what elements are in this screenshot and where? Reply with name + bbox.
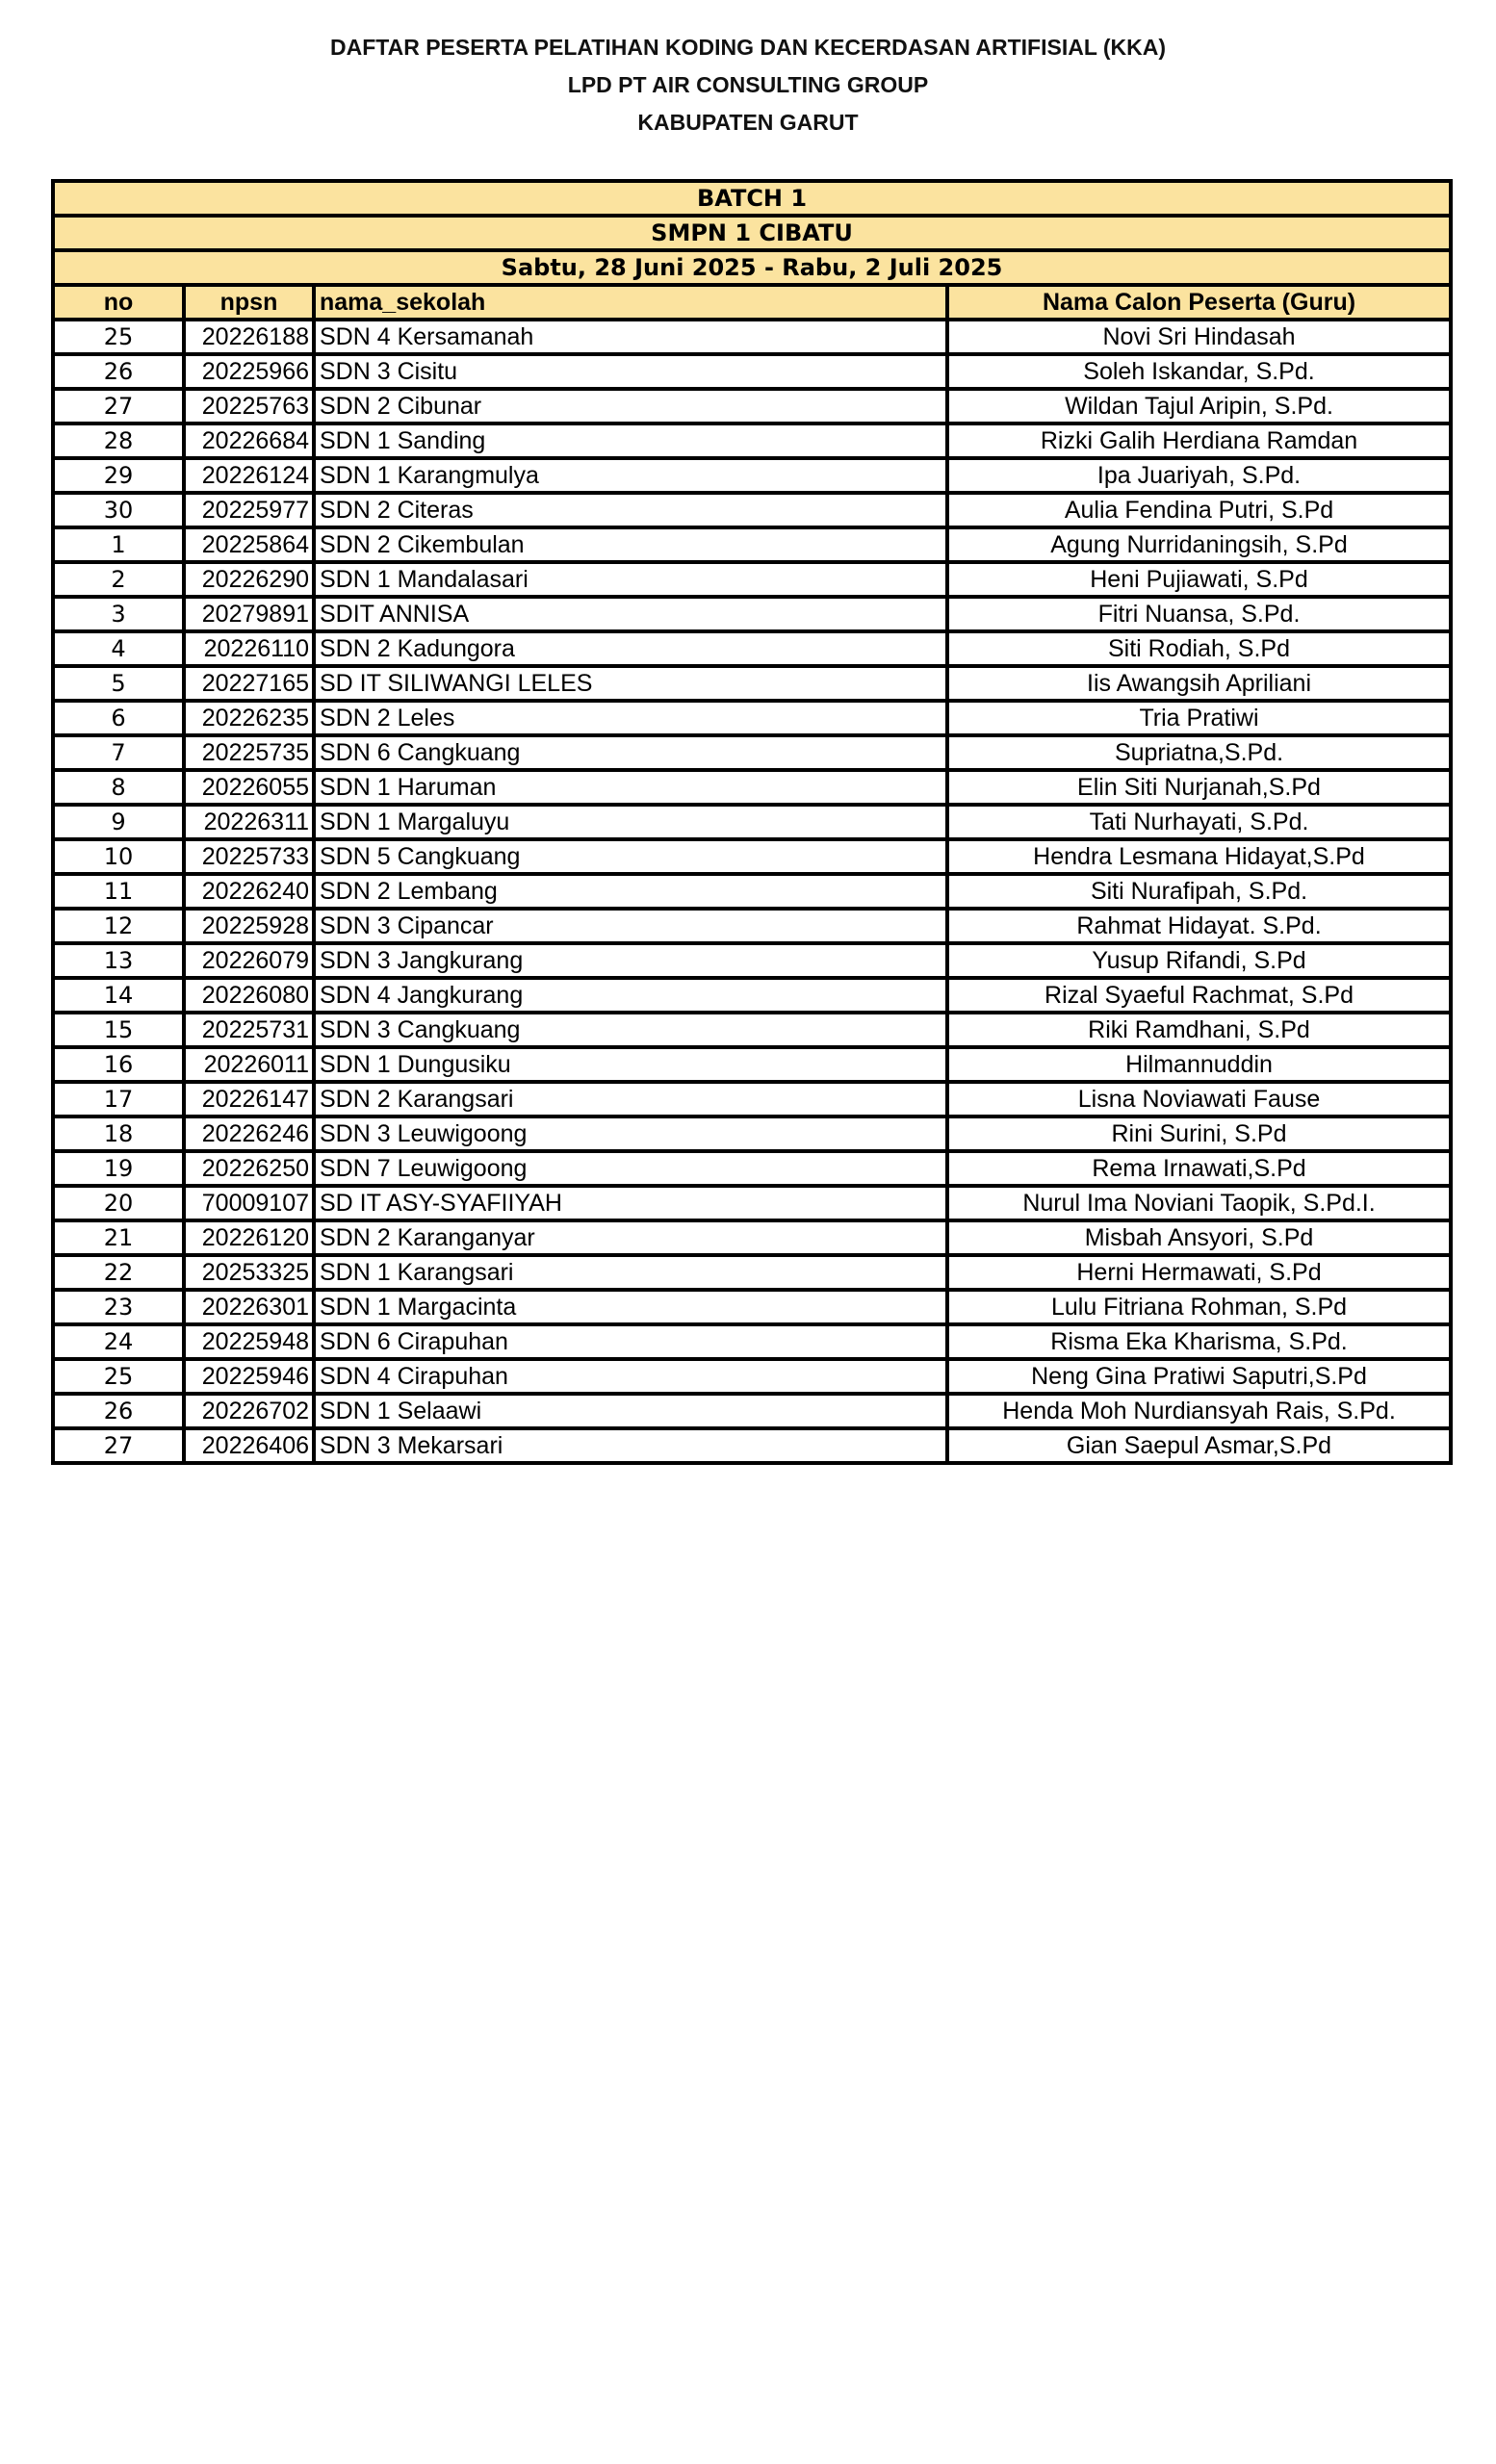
cell-school-name: SDN 2 Kadungora (314, 631, 947, 666)
cell-npsn: 20225948 (184, 1324, 314, 1359)
cell-no: 10 (53, 839, 184, 874)
document-header (0, 29, 1496, 141)
cell-no: 23 (53, 1290, 184, 1324)
cell-school-name: SDN 2 Citeras (314, 493, 947, 527)
cell-npsn: 20226055 (184, 770, 314, 805)
cell-no: 5 (53, 666, 184, 701)
cell-no: 24 (53, 1324, 184, 1359)
cell-school-name: SDN 1 Karangmulya (314, 458, 947, 493)
cell-npsn: 20226290 (184, 562, 314, 597)
cell-teacher-name: Misbah Ansyori, S.Pd (947, 1220, 1451, 1255)
cell-school-name: SD IT SILIWANGI LELES (314, 666, 947, 701)
cell-school-name: SDN 4 Kersamanah (314, 320, 947, 354)
cell-npsn: 20226235 (184, 701, 314, 735)
cell-school-name: SDN 2 Cibunar (314, 389, 947, 424)
cell-npsn: 20226246 (184, 1116, 314, 1151)
cell-school-name: SDN 1 Mandalasari (314, 562, 947, 597)
cell-no: 27 (53, 1428, 184, 1463)
table-row (53, 493, 1451, 527)
table-row (53, 597, 1451, 631)
table-row (53, 839, 1451, 874)
cell-no: 25 (53, 320, 184, 354)
cell-school-name: SDN 3 Leuwigoong (314, 1116, 947, 1151)
cell-npsn: 20225946 (184, 1359, 314, 1394)
cell-npsn: 20226406 (184, 1428, 314, 1463)
cell-npsn: 20226702 (184, 1394, 314, 1428)
cell-teacher-name: Agung Nurridaningsih, S.Pd (947, 527, 1451, 562)
cell-school-name: SDN 1 Karangsari (314, 1255, 947, 1290)
cell-teacher-name: Nurul Ima Noviani Taopik, S.Pd.I. (947, 1186, 1451, 1220)
cell-teacher-name: Yusup Rifandi, S.Pd (947, 943, 1451, 978)
cell-teacher-name: Tati Nurhayati, S.Pd. (947, 805, 1451, 839)
table-row (53, 1151, 1451, 1186)
cell-no: 9 (53, 805, 184, 839)
cell-teacher-name: Elin Siti Nurjanah,S.Pd (947, 770, 1451, 805)
cell-no: 26 (53, 354, 184, 389)
cell-teacher-name: Lulu Fitriana Rohman, S.Pd (947, 1290, 1451, 1324)
cell-no: 20 (53, 1186, 184, 1220)
table-row (53, 701, 1451, 735)
table-row (53, 1047, 1451, 1082)
cell-npsn: 20225977 (184, 493, 314, 527)
dates-row (53, 250, 1451, 285)
cell-teacher-name: Wildan Tajul Aripin, S.Pd. (947, 389, 1451, 424)
cell-no: 6 (53, 701, 184, 735)
cell-school-name: SDN 2 Karangsari (314, 1082, 947, 1116)
cell-teacher-name: Hendra Lesmana Hidayat,S.Pd (947, 839, 1451, 874)
cell-npsn: 20225763 (184, 389, 314, 424)
cell-school-name: SDN 3 Cisitu (314, 354, 947, 389)
cell-school-name: SDN 1 Sanding (314, 424, 947, 458)
table-row (53, 874, 1451, 909)
cell-no: 2 (53, 562, 184, 597)
cell-school-name: SDN 4 Cirapuhan (314, 1359, 947, 1394)
cell-npsn: 20225928 (184, 909, 314, 943)
cell-school-name: SDN 2 Lembang (314, 874, 947, 909)
table-row (53, 1394, 1451, 1428)
cell-no: 29 (53, 458, 184, 493)
venue-label: SMPN 1 CIBATU (53, 216, 1451, 250)
table-row (53, 735, 1451, 770)
dates-label: Sabtu, 28 Juni 2025 - Rabu, 2 Juli 2025 (53, 250, 1451, 285)
cell-school-name: SDN 1 Selaawi (314, 1394, 947, 1428)
organizer-name: LPD PT AIR CONSULTING GROUP (567, 72, 929, 97)
table-row (53, 1013, 1451, 1047)
cell-teacher-name: Iis Awangsih Apriliani (947, 666, 1451, 701)
table-row (53, 1324, 1451, 1359)
cell-no: 12 (53, 909, 184, 943)
cell-no: 21 (53, 1220, 184, 1255)
cell-npsn: 20226080 (184, 978, 314, 1013)
cell-school-name: SDN 6 Cirapuhan (314, 1324, 947, 1359)
table-row (53, 631, 1451, 666)
cell-teacher-name: Soleh Iskandar, S.Pd. (947, 354, 1451, 389)
cell-npsn: 20225735 (184, 735, 314, 770)
cell-npsn: 20226311 (184, 805, 314, 839)
cell-npsn: 20225966 (184, 354, 314, 389)
cell-teacher-name: Neng Gina Pratiwi Saputri,S.Pd (947, 1359, 1451, 1394)
regency-name: KABUPATEN GARUT (637, 110, 859, 135)
cell-school-name: SDN 5 Cangkuang (314, 839, 947, 874)
column-header-teacher: Nama Calon Peserta (Guru) (947, 285, 1451, 320)
cell-npsn: 20225864 (184, 527, 314, 562)
table-row (53, 666, 1451, 701)
column-header-no: no (53, 285, 184, 320)
cell-school-name: SDN 1 Haruman (314, 770, 947, 805)
table-row (53, 978, 1451, 1013)
cell-school-name: SDN 7 Leuwigoong (314, 1151, 947, 1186)
cell-teacher-name: Fitri Nuansa, S.Pd. (947, 597, 1451, 631)
cell-no: 11 (53, 874, 184, 909)
cell-teacher-name: Siti Rodiah, S.Pd (947, 631, 1451, 666)
cell-school-name: SDN 2 Leles (314, 701, 947, 735)
table-row (53, 389, 1451, 424)
cell-school-name: SDN 3 Cangkuang (314, 1013, 947, 1047)
cell-no: 28 (53, 424, 184, 458)
cell-school-name: SDN 1 Margaluyu (314, 805, 947, 839)
cell-npsn: 20279891 (184, 597, 314, 631)
cell-no: 19 (53, 1151, 184, 1186)
cell-npsn: 20227165 (184, 666, 314, 701)
cell-teacher-name: Tria Pratiwi (947, 701, 1451, 735)
column-header-npsn: npsn (184, 285, 314, 320)
table-row (53, 770, 1451, 805)
cell-teacher-name: Riki Ramdhani, S.Pd (947, 1013, 1451, 1047)
cell-teacher-name: Risma Eka Kharisma, S.Pd. (947, 1324, 1451, 1359)
cell-npsn: 20226188 (184, 320, 314, 354)
cell-school-name: SDN 1 Dungusiku (314, 1047, 947, 1082)
cell-npsn: 20226011 (184, 1047, 314, 1082)
cell-teacher-name: Lisna Noviawati Fause (947, 1082, 1451, 1116)
cell-no: 18 (53, 1116, 184, 1151)
cell-school-name: SDIT ANNISA (314, 597, 947, 631)
cell-teacher-name: Herni Hermawati, S.Pd (947, 1255, 1451, 1290)
cell-teacher-name: Heni Pujiawati, S.Pd (947, 562, 1451, 597)
cell-teacher-name: Novi Sri Hindasah (947, 320, 1451, 354)
table-row (53, 1082, 1451, 1116)
cell-teacher-name: Rahmat Hidayat. S.Pd. (947, 909, 1451, 943)
table-row (53, 909, 1451, 943)
table-row (53, 1186, 1451, 1220)
cell-npsn: 20226147 (184, 1082, 314, 1116)
cell-no: 4 (53, 631, 184, 666)
table-row (53, 527, 1451, 562)
table-row (53, 1116, 1451, 1151)
cell-teacher-name: Siti Nurafipah, S.Pd. (947, 874, 1451, 909)
cell-npsn: 20226110 (184, 631, 314, 666)
participant-table (51, 179, 1453, 1465)
table-row (53, 1428, 1451, 1463)
cell-school-name: SDN 2 Karanganyar (314, 1220, 947, 1255)
cell-no: 14 (53, 978, 184, 1013)
cell-no: 30 (53, 493, 184, 527)
cell-npsn: 20253325 (184, 1255, 314, 1290)
cell-no: 1 (53, 527, 184, 562)
cell-no: 27 (53, 389, 184, 424)
cell-npsn: 20226301 (184, 1290, 314, 1324)
cell-teacher-name: Rizal Syaeful Rachmat, S.Pd (947, 978, 1451, 1013)
column-header-school: nama_sekolah (314, 285, 947, 320)
cell-teacher-name: Aulia Fendina Putri, S.Pd (947, 493, 1451, 527)
table-body (53, 320, 1451, 1463)
cell-npsn: 20226250 (184, 1151, 314, 1186)
cell-no: 16 (53, 1047, 184, 1082)
cell-no: 25 (53, 1359, 184, 1394)
cell-school-name: SDN 3 Cipancar (314, 909, 947, 943)
column-header-row (53, 285, 1451, 320)
cell-no: 22 (53, 1255, 184, 1290)
table-row (53, 458, 1451, 493)
cell-school-name: SDN 2 Cikembulan (314, 527, 947, 562)
table-row (53, 354, 1451, 389)
cell-school-name: SDN 3 Mekarsari (314, 1428, 947, 1463)
cell-npsn: 20226684 (184, 424, 314, 458)
cell-teacher-name: Hilmannuddin (947, 1047, 1451, 1082)
table-row (53, 1359, 1451, 1394)
cell-school-name: SDN 3 Jangkurang (314, 943, 947, 978)
table-row (53, 1255, 1451, 1290)
table-row (53, 320, 1451, 354)
cell-npsn: 20225733 (184, 839, 314, 874)
venue-row (53, 216, 1451, 250)
cell-school-name: SDN 4 Jangkurang (314, 978, 947, 1013)
cell-no: 8 (53, 770, 184, 805)
cell-npsn: 70009107 (184, 1186, 314, 1220)
batch-label: BATCH 1 (53, 181, 1451, 216)
cell-teacher-name: Gian Saepul Asmar,S.Pd (947, 1428, 1451, 1463)
cell-teacher-name: Rini Surini, S.Pd (947, 1116, 1451, 1151)
cell-school-name: SDN 1 Margacinta (314, 1290, 947, 1324)
cell-no: 3 (53, 597, 184, 631)
cell-no: 13 (53, 943, 184, 978)
table-row (53, 805, 1451, 839)
cell-teacher-name: Ipa Juariyah, S.Pd. (947, 458, 1451, 493)
document-title: DAFTAR PESERTA PELATIHAN KODING DAN KECERDASAN ARTIFISIAL (KKA) (329, 35, 1167, 60)
cell-no: 7 (53, 735, 184, 770)
cell-npsn: 20226079 (184, 943, 314, 978)
cell-npsn: 20226240 (184, 874, 314, 909)
cell-no: 15 (53, 1013, 184, 1047)
cell-npsn: 20225731 (184, 1013, 314, 1047)
cell-teacher-name: Supriatna,S.Pd. (947, 735, 1451, 770)
cell-teacher-name: Rizki Galih Herdiana Ramdan (947, 424, 1451, 458)
table-row (53, 943, 1451, 978)
cell-npsn: 20226120 (184, 1220, 314, 1255)
table-row (53, 1290, 1451, 1324)
cell-teacher-name: Rema Irnawati,S.Pd (947, 1151, 1451, 1186)
table-row (53, 1220, 1451, 1255)
cell-school-name: SD IT ASY-SYAFIIYAH (314, 1186, 947, 1220)
cell-school-name: SDN 6 Cangkuang (314, 735, 947, 770)
cell-teacher-name: Henda Moh Nurdiansyah Rais, S.Pd. (947, 1394, 1451, 1428)
batch-row (53, 181, 1451, 216)
table-row (53, 424, 1451, 458)
cell-no: 17 (53, 1082, 184, 1116)
cell-npsn: 20226124 (184, 458, 314, 493)
table-row (53, 562, 1451, 597)
cell-no: 26 (53, 1394, 184, 1428)
